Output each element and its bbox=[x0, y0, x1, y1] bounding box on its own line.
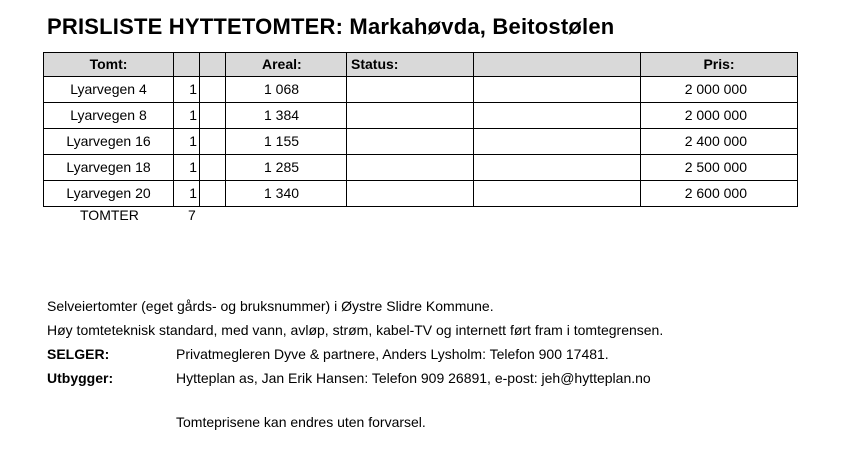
header-blank-2 bbox=[200, 53, 226, 77]
cell-status bbox=[347, 129, 474, 155]
cell-tomt: Lyarvegen 4 bbox=[44, 77, 174, 103]
cell-blank bbox=[474, 77, 641, 103]
cell-areal: 1 384 bbox=[226, 103, 347, 129]
table-row bbox=[44, 103, 798, 129]
price-note: Tomteprisene kan endres uten forvarsel. bbox=[176, 414, 426, 430]
cell-areal: 1 285 bbox=[226, 155, 347, 181]
header-tomt: Tomt: bbox=[44, 53, 174, 77]
table-row bbox=[44, 129, 798, 155]
cell-blank bbox=[200, 77, 226, 103]
cell-count: 1 bbox=[174, 129, 200, 155]
table-row bbox=[44, 155, 798, 181]
seller-label: SELGER: bbox=[47, 346, 110, 362]
seller-value: Privatmegleren Dyve & partnere, Anders Lysholm: Telefon 900 17481. bbox=[176, 346, 609, 362]
cell-status bbox=[347, 77, 474, 103]
cell-count: 1 bbox=[174, 155, 200, 181]
header-pris: Pris: bbox=[641, 53, 798, 77]
table-row bbox=[44, 77, 798, 103]
cell-count: 1 bbox=[174, 103, 200, 129]
cell-pris: 2 600 000 bbox=[641, 181, 798, 207]
header-status: Status: bbox=[347, 53, 474, 77]
cell-status bbox=[347, 103, 474, 129]
cell-blank bbox=[474, 155, 641, 181]
page-title: PRISLISTE HYTTETOMTER: Markahøvda, Beitostølen bbox=[47, 14, 615, 39]
cell-status bbox=[347, 181, 474, 207]
cell-blank bbox=[200, 155, 226, 181]
cell-areal: 1 340 bbox=[226, 181, 347, 207]
cell-tomt: Lyarvegen 16 bbox=[44, 129, 174, 155]
total-label: TOMTER bbox=[80, 207, 139, 223]
cell-blank bbox=[474, 181, 641, 207]
cell-count: 1 bbox=[174, 181, 200, 207]
header-areal: Areal: bbox=[226, 53, 347, 77]
total-value: 7 bbox=[188, 207, 196, 223]
price-table bbox=[43, 52, 798, 207]
cell-tomt: Lyarvegen 18 bbox=[44, 155, 174, 181]
builder-value: Hytteplan as, Jan Erik Hansen: Telefon 909 26891, e-post: jeh@hytteplan.no bbox=[176, 370, 651, 386]
cell-pris: 2 500 000 bbox=[641, 155, 798, 181]
cell-areal: 1 068 bbox=[226, 77, 347, 103]
table-header-row bbox=[44, 53, 798, 77]
cell-count: 1 bbox=[174, 77, 200, 103]
info-line-ownership: Selveiertomter (eget gårds- og bruksnummer) i Øystre Slidre Kommune. bbox=[47, 298, 494, 314]
cell-blank bbox=[200, 181, 226, 207]
cell-blank bbox=[200, 103, 226, 129]
cell-tomt: Lyarvegen 20 bbox=[44, 181, 174, 207]
cell-status bbox=[347, 155, 474, 181]
header-blank-1 bbox=[174, 53, 200, 77]
cell-areal: 1 155 bbox=[226, 129, 347, 155]
cell-blank bbox=[474, 103, 641, 129]
header-blank-3 bbox=[474, 53, 641, 77]
cell-blank bbox=[474, 129, 641, 155]
table-row bbox=[44, 181, 798, 207]
cell-pris: 2 000 000 bbox=[641, 103, 798, 129]
info-line-standard: Høy tomteteknisk standard, med vann, avløp, strøm, kabel-TV og internett ført fram i tomtegrensen. bbox=[47, 322, 664, 338]
cell-blank bbox=[200, 129, 226, 155]
builder-label: Utbygger: bbox=[47, 370, 114, 386]
cell-tomt: Lyarvegen 8 bbox=[44, 103, 174, 129]
cell-pris: 2 000 000 bbox=[641, 77, 798, 103]
cell-pris: 2 400 000 bbox=[641, 129, 798, 155]
